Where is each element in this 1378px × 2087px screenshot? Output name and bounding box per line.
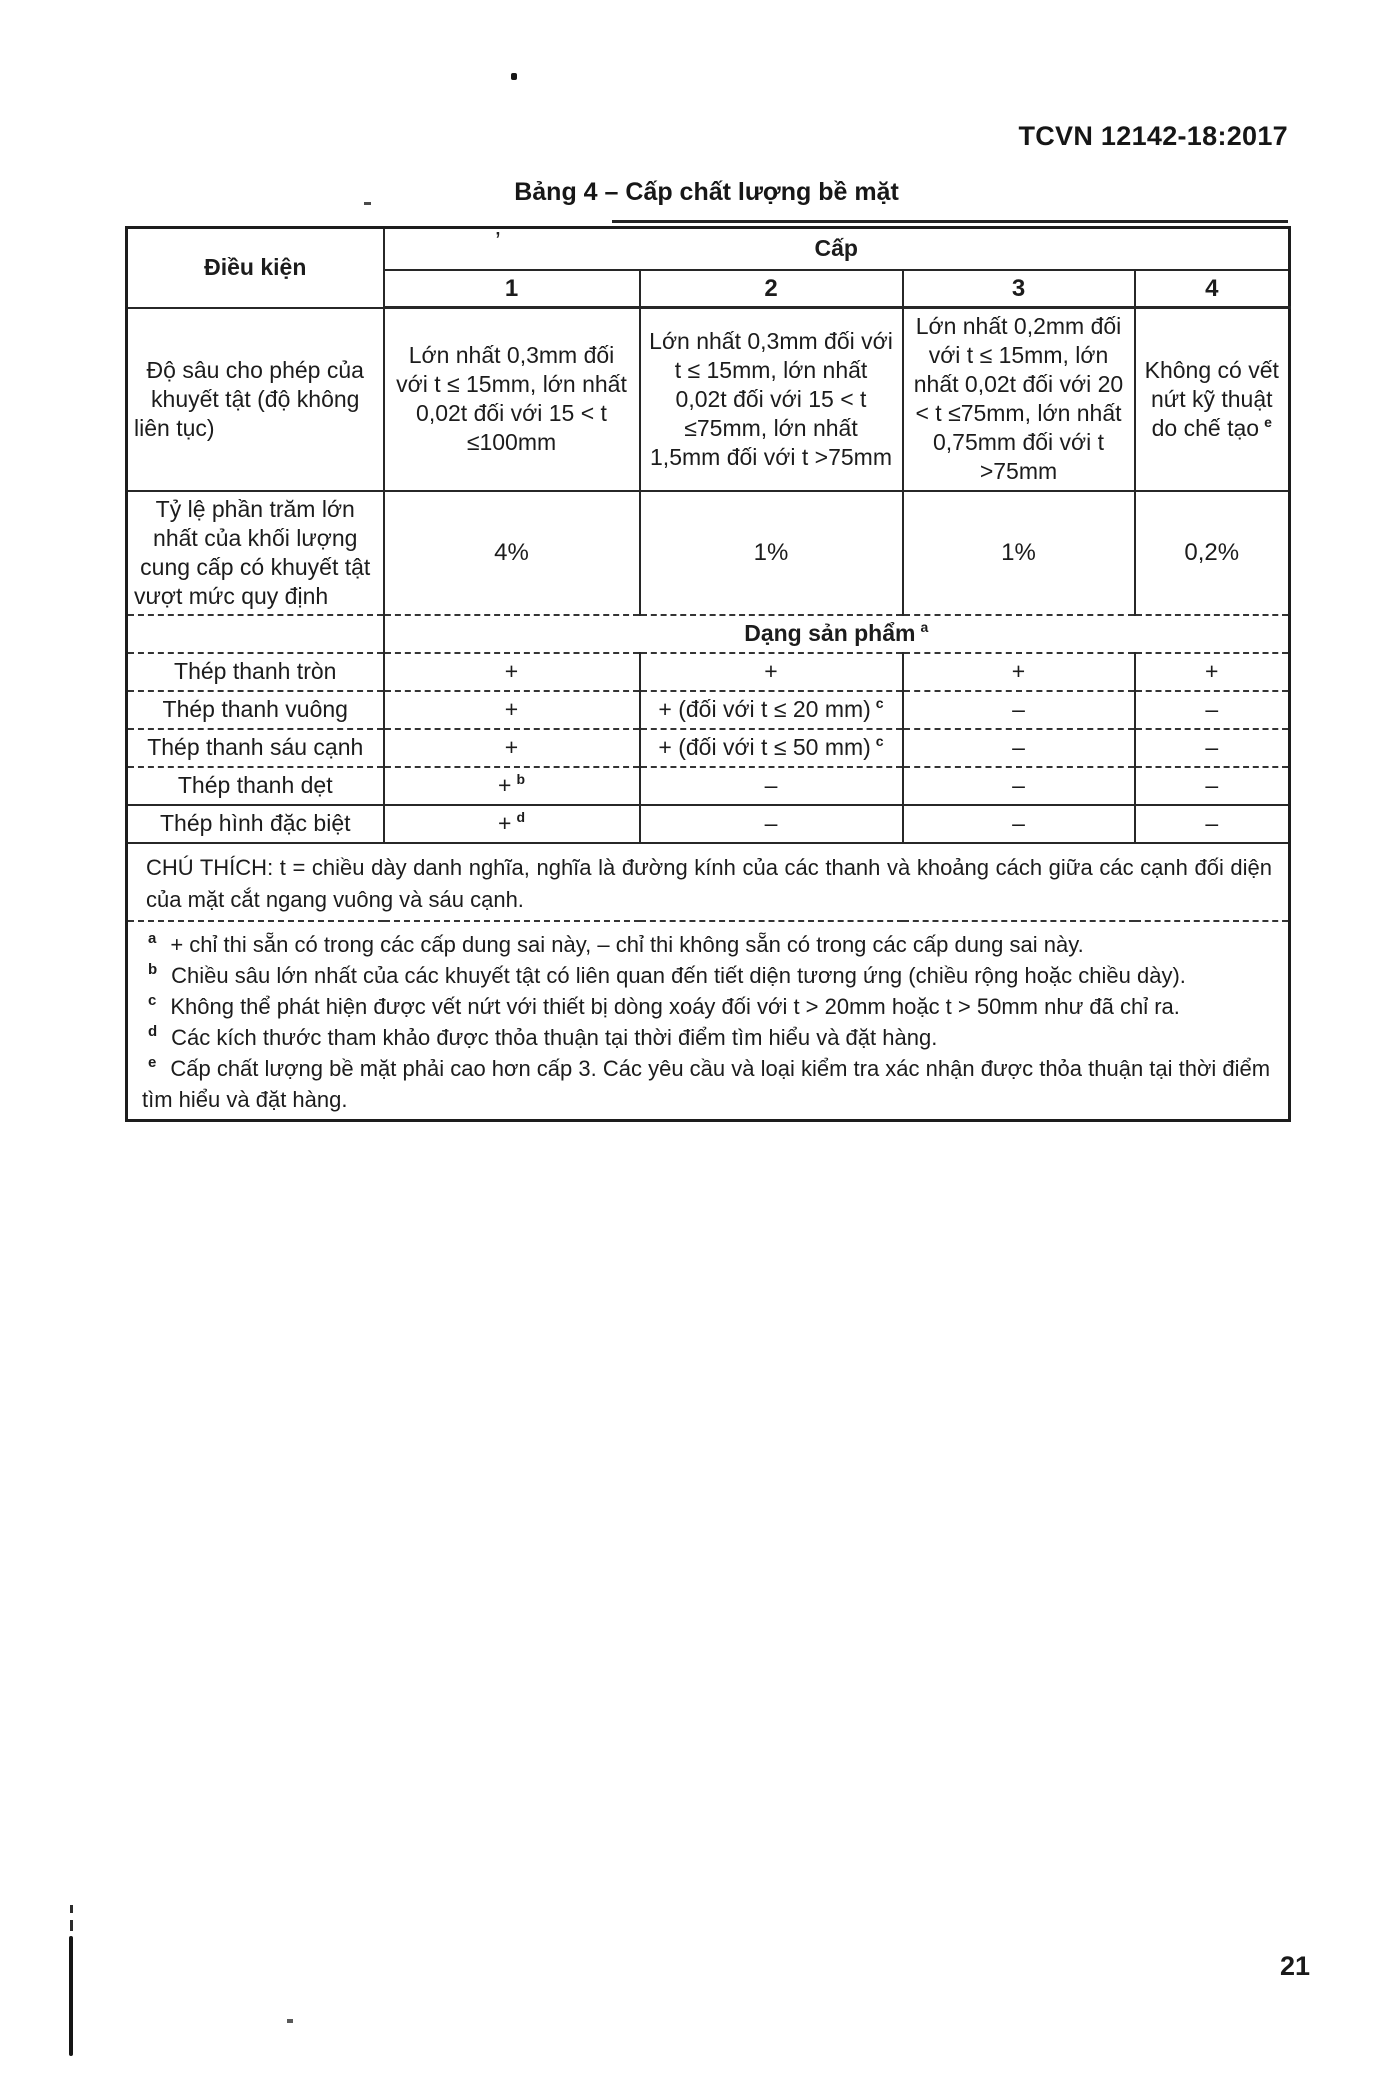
footnote-ref: b [516, 771, 525, 788]
footnote-text: Các kích thước tham khảo được thỏa thuận tại thời điểm tìm hiểu và đặt hàng. [171, 1024, 938, 1050]
product-row-square-bar [127, 691, 1290, 729]
grade-cell: 1% [640, 491, 903, 615]
availability-cell: – [1135, 729, 1290, 767]
product-label: Thép thanh sáu cạnh [127, 729, 384, 767]
grade-group-header-cell: Cấp [384, 228, 1290, 270]
product-label: Thép thanh dẹt [127, 767, 384, 805]
grade-2-header-cell: 2 [640, 270, 903, 308]
footnote-a [142, 929, 1272, 960]
availability-cell: + (đối với t ≤ 50 mm) $^c$ [640, 729, 903, 767]
footnote-marker: c [148, 992, 157, 1010]
footnote-ref: e [1264, 414, 1272, 431]
scan-artifact-margin-dash [70, 1905, 73, 1913]
availability-cell: + [903, 653, 1135, 691]
availability-cell: + [384, 729, 640, 767]
footnote-ref: d [516, 809, 525, 826]
product-section-label: Dạng sản phẩm $^a$ [384, 615, 1290, 653]
product-row-flat-bar [127, 767, 1290, 805]
availability-cell: – [903, 691, 1135, 729]
empty-cell [127, 615, 384, 653]
footnote-text: + chỉ thi sẵn có trong các cấp dung sai này, – chỉ thi không sẵn có trong các cấp dung sai này. [170, 931, 1084, 957]
scan-artifact-dot [511, 73, 517, 80]
footnote-d [142, 1022, 1272, 1053]
grade-4-header-cell: 4 [1135, 270, 1290, 308]
scan-artifact-speck [287, 2019, 293, 2023]
footnote-marker: d [148, 1023, 158, 1041]
product-label: Thép thanh tròn [127, 653, 384, 691]
criteria-label: Độ sâu cho phép của khuyết tật (độ không liên tục) [127, 308, 384, 491]
availability-cell: + [384, 691, 640, 729]
availability-cell: – [903, 805, 1135, 843]
product-label: Thép hình đặc biệt [127, 805, 384, 843]
grade-cell: Lớn nhất 0,2mm đối với t ≤ 15mm, lớn nhất 0,02t đối với 20 < t ≤75mm, lớn nhất 0,75mm đối với t >75mm [903, 308, 1135, 491]
grade-cell: Lớn nhất 0,3mm đối với t ≤ 15mm, lớn nhất 0,02t đối với 15 < t ≤75mm, lớn nhất 1,5mm đối với t >75mm [640, 308, 903, 491]
grade-cell: 0,2% [1135, 491, 1290, 615]
availability-cell: + [640, 653, 903, 691]
availability-cell: – [1135, 767, 1290, 805]
footnote-marker: e [148, 1054, 157, 1072]
availability-cell: – [903, 767, 1135, 805]
grade-1-header-cell: 1 [384, 270, 640, 308]
footnote-text: Không thể phát hiện được vết nứt với thiết bị dòng xoáy đối với t > 20mm hoặc t > 50mm như đã chỉ ra. [170, 993, 1180, 1019]
condition-header-cell: Điều kiện [127, 228, 384, 308]
availability-cell: + [1135, 653, 1290, 691]
footnote-text: Cấp chất lượng bề mặt phải cao hơn cấp 3. Các yêu cầu và loại kiểm tra xác nhận được thỏa thuận tại thời điểm tìm hiểu và đặt hàng. [142, 1055, 1271, 1112]
scan-artifact-margin-line [69, 1936, 73, 2056]
footnote-b [142, 960, 1272, 991]
product-row-special-section [127, 805, 1290, 843]
scan-artifact-apostrophe: ’ [495, 226, 501, 256]
product-row-round-bar [127, 653, 1290, 691]
grade-cell: 1% [903, 491, 1135, 615]
scan-artifact-speck [364, 202, 371, 205]
availability-cell: – [1135, 805, 1290, 843]
note-text: CHÚ THÍCH: t = chiều dày danh nghĩa, nghĩa là đường kính của các thanh và khoảng cách giữa các cạnh đối diện của mặt cắt ngang vuông và sáu cạnh. [127, 843, 1290, 921]
footnote-ref: a [920, 619, 929, 636]
availability-cell: – [1135, 691, 1290, 729]
grade-3-header-cell: 3 [903, 270, 1135, 308]
product-row-hex-bar [127, 729, 1290, 767]
note-row [127, 843, 1290, 921]
grade-cell: 4% [384, 491, 640, 615]
product-section-row [127, 615, 1290, 653]
table-header-row [127, 228, 1290, 270]
scan-artifact-margin-dash [70, 1920, 73, 1931]
footnote-marker: b [148, 961, 158, 979]
surface-quality-table [125, 226, 1291, 1122]
footnote-e [142, 1053, 1272, 1115]
availability-cell: + [384, 653, 640, 691]
grade-cell: Không có vết nứt kỹ thuật do chế tạo $^e$ [1135, 308, 1290, 491]
availability-cell: – [640, 767, 903, 805]
product-label: Thép thanh vuông [127, 691, 384, 729]
footnote-text: Chiều sâu lớn nhất của các khuyết tật có liên quan đến tiết diện tương ứng (chiều rộng hoặc chiều dày). [171, 962, 1186, 988]
availability-cell: + $^d$ [384, 805, 640, 843]
footnote-ref: c [875, 695, 884, 712]
defect-percentage-row [127, 491, 1290, 615]
grade-cell: Lớn nhất 0,3mm đối với t ≤ 15mm, lớn nhất 0,02t đối với 15 < t ≤100mm [384, 308, 640, 491]
footnotes-cell [127, 921, 1290, 1121]
footnote-c [142, 991, 1272, 1022]
footnotes-row [127, 921, 1290, 1121]
table-title: Bảng 4 – Cấp chất lượng bề mặt [514, 178, 899, 206]
footnote-ref: c [875, 733, 884, 750]
availability-cell: – [903, 729, 1135, 767]
criteria-label: Tỷ lệ phần trăm lớn nhất của khối lượng cung cấp có khuyết tật vượt mức quy định [127, 491, 384, 615]
scan-artifact-border-offset [612, 220, 1288, 223]
availability-cell: + $^b$ [384, 767, 640, 805]
page-number: 21 [1279, 1951, 1310, 1981]
availability-cell: – [640, 805, 903, 843]
footnote-marker: a [148, 930, 157, 948]
defect-depth-row [127, 308, 1290, 491]
document-reference: TCVN 12142-18:2017 [1018, 121, 1288, 151]
availability-cell: + (đối với t ≤ 20 mm) $^c$ [640, 691, 903, 729]
